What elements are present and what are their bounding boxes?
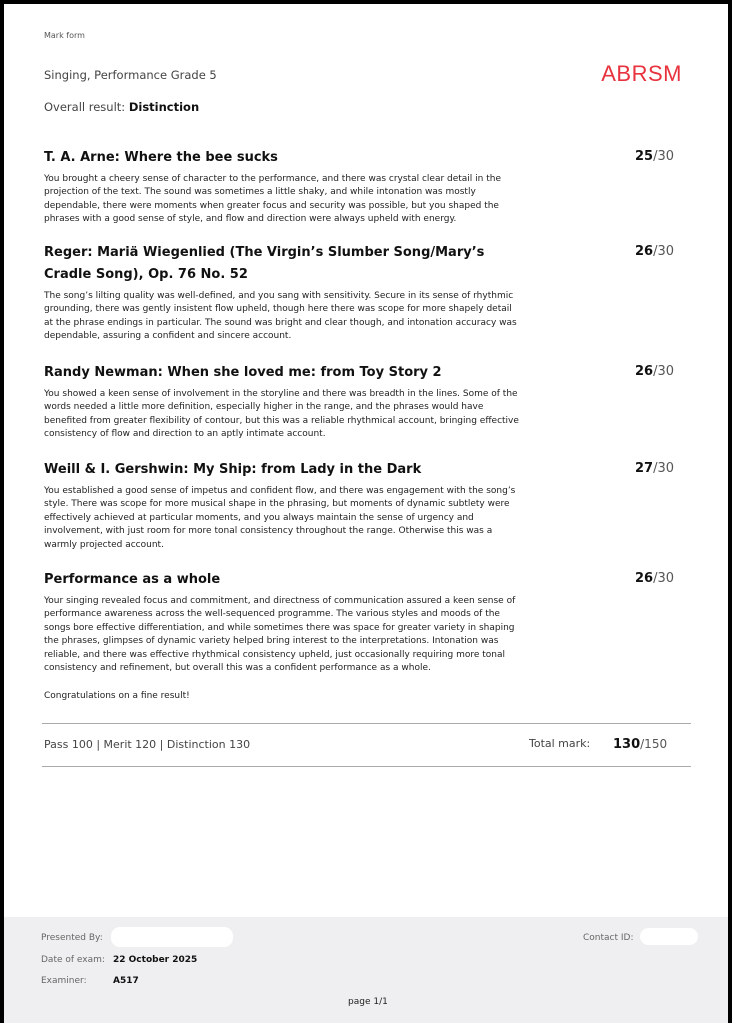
piece-section [44, 459, 684, 552]
piece-mark-max: /30 [653, 571, 674, 586]
mark-form-page [4, 4, 728, 1023]
piece-mark-max: /30 [653, 244, 674, 259]
piece-title: Weill & I. Gershwin: My Ship: from Lady in the Dark [44, 462, 422, 477]
divider-bottom [42, 766, 691, 767]
exam-date-label: Date of exam: [41, 955, 105, 965]
total-mark [613, 737, 667, 752]
congratulations-text: Congratulations on a fine result! [44, 691, 190, 701]
piece-mark-max: /30 [653, 364, 674, 379]
piece-comment: You brought a cheery sense of character to the performance, and there was crystal clear detail in the projection of the text. The sound was sometimes a little shaky, and while intonation was mostly dependable, there were moments when greater focus and security was possible, but you shaped the phrases with a good sense of style, and flow and direction were always upheld with energy. [44, 174, 502, 225]
piece-section [44, 569, 684, 675]
piece-mark-value: 26 [634, 571, 654, 586]
abrsm-logo: ABRSM [601, 61, 682, 86]
footer [4, 917, 728, 1023]
piece-comment: You showed a keen sense of involvement in the storyline and there was breadth in the lines. Some of the words needed a little more definition, especially higher in the range, and the phrases would have benefited from greater flexibility of contour, but this was a reliable rhythmical account, bringing effective consistency of flow and direction to an aptly intimate account. [44, 389, 519, 440]
piece-mark-value: 26 [634, 364, 654, 379]
total-mark-max: /150 [640, 737, 668, 751]
piece-mark [635, 461, 674, 476]
piece-mark-value: 27 [634, 461, 654, 476]
piece-comment: Your singing revealed focus and commitment, and directness of communication assured a keen sense of performance awareness across the well-sequenced programme. The various styles and moods of the songs bore effective differentiation, and while sometimes there was space for greater variety in shaping the phrases, glimpses of dynamic variety helped bring interest to the interpretations. Intonation was reliable, and there was effective rhythmical consistency upheld, just occasionally requiring more tonal consistency and refinement, but overall this was a confident performance as a whole. [44, 596, 516, 674]
page-number: page 1/1 [348, 997, 388, 1007]
piece-mark [635, 364, 674, 379]
piece-mark [635, 571, 674, 586]
piece-section [44, 242, 684, 344]
piece-mark-value: 26 [634, 244, 654, 259]
piece-section [44, 362, 684, 442]
piece-section [44, 147, 684, 227]
examiner-label: Examiner: [41, 976, 87, 986]
exam-date-value: 22 October 2025 [113, 955, 198, 965]
piece-mark-value: 25 [634, 149, 654, 164]
overall-result [44, 100, 199, 114]
contact-id-redacted [640, 928, 698, 945]
total-mark-value: 130 [613, 737, 641, 752]
presented-by-redacted [111, 927, 233, 947]
total-mark-label: Total mark: [529, 737, 591, 750]
contact-id-label: Contact ID: [583, 933, 634, 943]
examiner-value: A517 [113, 976, 139, 986]
exam-grade: Singing, Performance Grade 5 [44, 68, 217, 82]
piece-mark [635, 244, 674, 259]
presented-by-label: Presented By: [41, 933, 103, 943]
piece-comment: You established a good sense of impetus and confident flow, and there was engagement with the song’s style. There was scope for more musical shape in the phrasing, but moments of dynamic subtlety were effectively achieved at particular moments, and you always maintain the sense of urgency and involvement, with just room for more tonal consistency throughout the range. Otherwise this was a warmly projected account. [44, 486, 516, 550]
grade-thresholds: Pass 100 | Merit 120 | Distinction 130 [44, 738, 251, 751]
document-type: Mark form [44, 31, 85, 40]
overall-result-label: Overall result: [44, 100, 126, 114]
divider-top [42, 723, 691, 724]
piece-title: Reger: Mariä Wiegenlied (The Virgin’s Slumber Song/Mary’s Cradle Song), Op. 76 No. 52 [44, 245, 485, 282]
piece-title: Randy Newman: When she loved me: from Toy Story 2 [44, 365, 442, 380]
piece-title: Performance as a whole [44, 572, 221, 587]
piece-mark-max: /30 [653, 149, 674, 164]
piece-comment: The song’s lilting quality was well-defined, and you sang with sensitivity. Secure in its sense of rhythmic grounding, there was gently insistent flow upheld, though here there was scope for more shapely detail at the phrase endings in particular. The sound was bright and clear though, and intonation accuracy was dependable, assuring a confident and sincere account. [44, 291, 517, 342]
piece-title: T. A. Arne: Where the bee sucks [44, 150, 278, 165]
piece-mark [635, 149, 674, 164]
piece-mark-max: /30 [653, 461, 674, 476]
overall-result-value: Distinction [128, 100, 200, 114]
